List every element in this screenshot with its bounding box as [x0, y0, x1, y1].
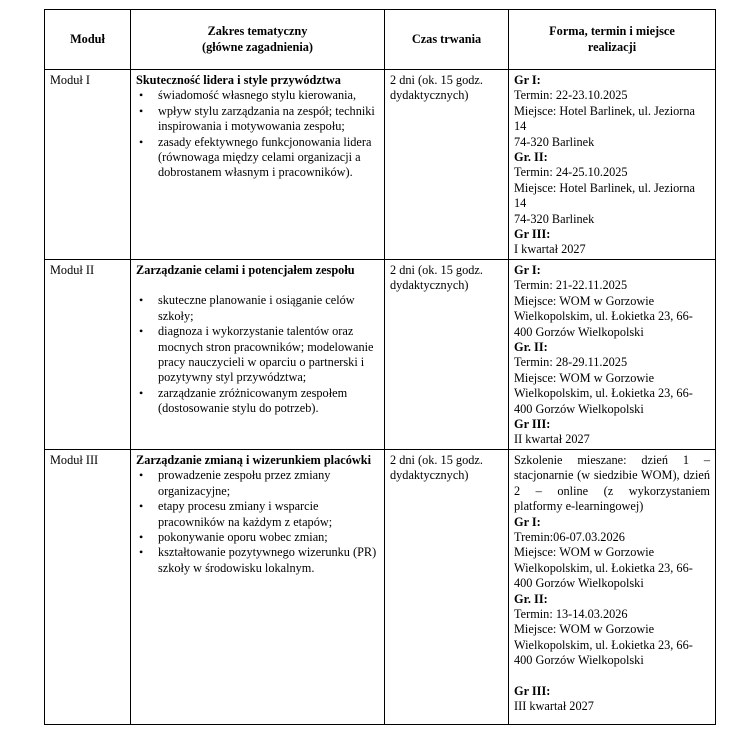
- group-label: Gr I:: [514, 73, 541, 87]
- group-date: Termin: 21-22.11.2025: [514, 278, 628, 293]
- cell-zakres: [131, 260, 385, 450]
- group-label: Gr III:: [514, 227, 551, 242]
- group-label: Gr. II:: [514, 591, 548, 606]
- training-mode-note: Szkolenie mieszane: dzień 1 – stacjonarnie (w siedzibie WOM), dzień 2 – online (z wykorzystaniem platformy e-learningowej): [514, 452, 710, 514]
- list-item: • prowadzenie zespołu przez zmiany organizacyjne;: [158, 468, 379, 499]
- list-item: • kształtowanie pozytywnego wizerunku (PR) szkoły w środowisku lokalnym.: [158, 545, 379, 576]
- header-czas: Czas trwania: [385, 10, 509, 70]
- list-item: • skuteczne planowanie i osiąganie celów szkoły;: [158, 293, 379, 324]
- group-date: I kwartał 2027: [514, 242, 586, 257]
- header-modul: Moduł: [45, 10, 131, 70]
- group-date: Termin: 24-25.10.2025: [514, 165, 628, 180]
- group-date: II kwartał 2027: [514, 432, 590, 447]
- header-zakres-line1: Zakres tematyczny: [207, 24, 308, 39]
- group-date: Tremin:06-07.03.2026: [514, 529, 625, 544]
- table-row-modul-2: [45, 260, 716, 450]
- cell-modul: Moduł I: [45, 70, 131, 260]
- topic-list: [136, 88, 379, 180]
- topic-title: Zarządzanie celami i potencjałem zespołu: [136, 263, 355, 277]
- list-item: • świadomość własnego stylu kierowania,: [158, 88, 379, 103]
- group-place: Miejsce: Hotel Barlinek, ul. Jeziorna 14: [514, 180, 695, 211]
- group-label: Gr III:: [514, 417, 551, 432]
- training-schedule-table: [44, 9, 716, 725]
- header-zakres: [131, 10, 385, 70]
- group-label: Gr. II:: [514, 150, 548, 165]
- group-label: Gr. II:: [514, 340, 548, 355]
- list-item: • zasady efektywnego funkcjonowania lidera (równowaga między celami organizacji a dobrostanem własnym i pracowników).: [158, 135, 379, 181]
- cell-czas: 2 dni (ok. 15 godz. dydaktycznych): [385, 260, 509, 450]
- list-item: • wpływ stylu zarządzania na zespół; techniki inspirowania i motywowania zespołu;: [158, 104, 379, 135]
- header-forma-line1: Forma, termin i miejsce: [549, 24, 675, 39]
- group-date: Termin: 28-29.11.2025: [514, 355, 628, 370]
- group-place: Miejsce: WOM w Gorzowie Wielkopolskim, ul. Łokietka 23, 66-400 Gorzów Wielkopolski: [514, 545, 693, 591]
- cell-forma: [509, 70, 716, 260]
- cell-forma: [509, 260, 716, 450]
- group-address: 74-320 Barlinek: [514, 134, 595, 149]
- group-label: Gr I:: [514, 263, 541, 277]
- header-forma-line2: realizacji: [587, 39, 637, 54]
- cell-czas: 2 dni (ok. 15 godz. dydaktycznych): [385, 449, 509, 724]
- group-label: Gr I:: [514, 514, 541, 529]
- topic-list: [136, 293, 379, 416]
- list-item: • zarządzanie zróżnicowanym zespołem (dostosowanie stylu do potrzeb).: [158, 386, 379, 417]
- cell-modul: Moduł III: [45, 449, 131, 724]
- group-address: 74-320 Barlinek: [514, 211, 595, 226]
- cell-modul: Moduł II: [45, 260, 131, 450]
- group-place: Miejsce: Hotel Barlinek, ul. Jeziorna 14: [514, 103, 695, 134]
- list-item: • diagnoza i wykorzystanie talentów oraz mocnych stron pracowników; modelowanie pracy nauczycieli w oparciu o partnerski i pozytywny styl przywództwa;: [158, 324, 379, 386]
- group-date: Termin: 13-14.03.2026: [514, 606, 628, 621]
- group-place: Miejsce: WOM w Gorzowie Wielkopolskim, ul. Łokietka 23, 66-400 Gorzów Wielkopolski: [514, 622, 693, 668]
- cell-zakres: [131, 449, 385, 724]
- group-place: Miejsce: WOM w Gorzowie Wielkopolskim, ul. Łokietka 23, 66-400 Gorzów Wielkopolski: [514, 370, 693, 416]
- list-item: • etapy procesu zmiany i wsparcie pracowników na każdym z etapów;: [158, 499, 379, 530]
- header-row: [45, 10, 716, 70]
- cell-czas: 2 dni (ok. 15 godz. dydaktycznych): [385, 70, 509, 260]
- group-date: III kwartał 2027: [514, 698, 594, 713]
- table-row-modul-1: [45, 70, 716, 260]
- cell-forma: [509, 449, 716, 724]
- group-label: Gr III:: [514, 683, 551, 698]
- group-date: Termin: 22-23.10.2025: [514, 88, 628, 103]
- group-place: Miejsce: WOM w Gorzowie Wielkopolskim, ul. Łokietka 23, 66-400 Gorzów Wielkopolski: [514, 293, 693, 339]
- list-item: • pokonywanie oporu wobec zmian;: [158, 530, 379, 545]
- table-row-modul-3: [45, 449, 716, 724]
- topic-title: Skuteczność lidera i style przywództwa: [136, 73, 341, 87]
- topic-title: Zarządzanie zmianą i wizerunkiem placówki: [136, 452, 371, 467]
- header-zakres-line2: (główne zagadnienia): [201, 39, 313, 54]
- header-forma: [509, 10, 716, 70]
- cell-zakres: [131, 70, 385, 260]
- topic-list: [136, 468, 379, 576]
